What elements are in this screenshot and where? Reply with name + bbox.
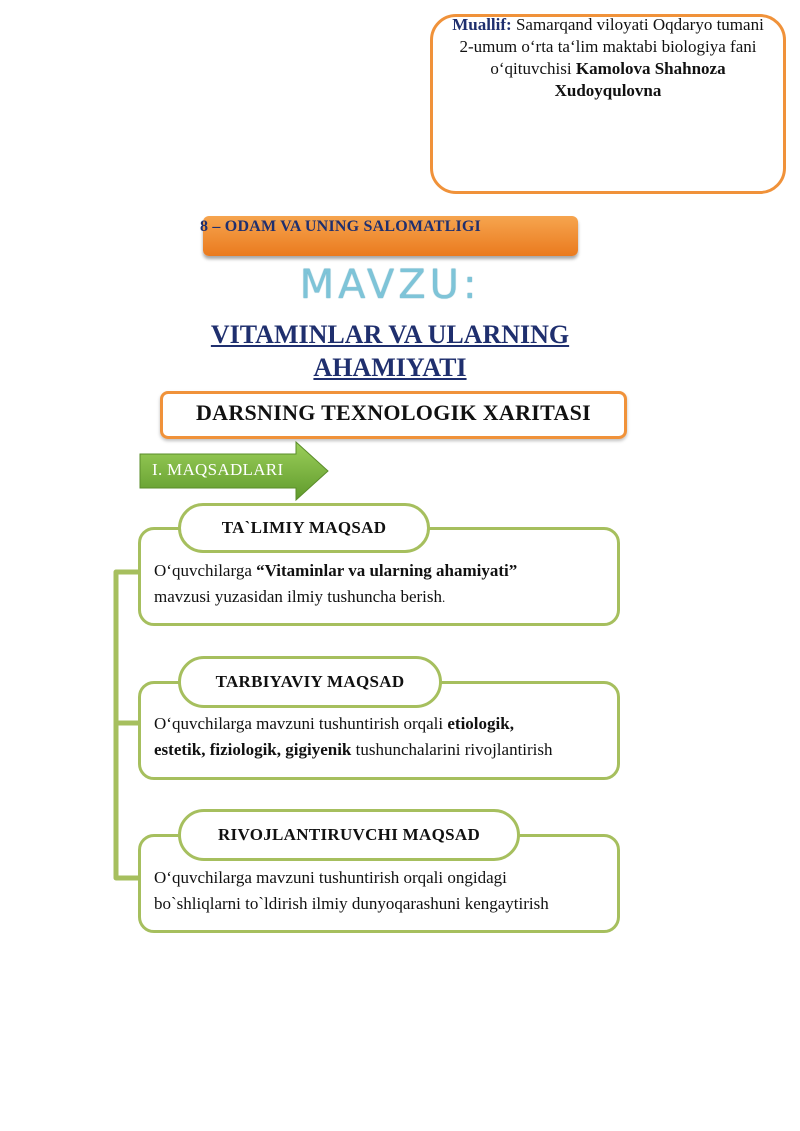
grade-banner-text: 8 – ODAM VA UNING SALOMATLIGI [200,218,481,235]
author-label: Muallif: [452,15,512,34]
tech-map-title: DARSNING TEXNOLOGIK XARITASI [195,400,592,425]
educational-goal-text-b: mavzusi yuzasidan ilmiy tushuncha berish [154,587,442,606]
educational-goal-text [154,558,604,611]
educational-goal-text-a: O‘quvchilarga [154,561,252,580]
topic-line2: AHAMIYATI [313,353,467,382]
developmental-goal-title: RIVOJLANTIRUVCHI MAQSAD [178,809,520,861]
section-arrow-label: I. MAQSADLARI [152,460,284,479]
author-line3-prefix: o‘qituvchisi [490,59,572,78]
author-line2: 2-umum o‘rta ta‘lim maktabi biologiya fani [459,37,757,56]
developmental-goal-line1: O‘quvchilarga mavzuni tushuntirish orqali ongidagi [154,868,507,887]
topic-title [190,318,590,384]
educational-goal-title: TA`LIMIY MAQSAD [178,503,430,553]
developmental-goal-text [154,865,614,917]
author-line1: Samarqand viloyati Oqdaryo tumani [515,15,764,34]
upbringing-goal-text-a: O‘quvchilarga mavzuni tushuntirish orqali [154,714,444,733]
upbringing-goal-text [154,711,614,763]
author-info [430,14,786,102]
upbringing-goal-title: TARBIYAVIY MAQSAD [178,656,442,708]
author-name1: Kamolova Shahnoza [575,59,726,78]
educational-goal-text-end: . [442,590,446,605]
mavzu-heading: MAVZU: [299,262,481,308]
upbringing-goal-text-bold2: estetik, fiziologik, gigiyenik [154,740,352,759]
educational-goal-text-bold: “Vitaminlar va ularning ahamiyati” [256,561,518,580]
upbringing-goal-text-bold1: etiologik, [447,714,514,733]
upbringing-goal-text-b: tushunchalarini rivojlantirish [355,740,553,759]
developmental-goal-line2: bo`shliqlarni to`ldirish ilmiy dunyoqarashuni kengaytirish [154,894,549,913]
author-name2: Xudoyqulovna [554,81,662,100]
topic-line1: VITAMINLAR VA ULARNING [210,320,570,349]
